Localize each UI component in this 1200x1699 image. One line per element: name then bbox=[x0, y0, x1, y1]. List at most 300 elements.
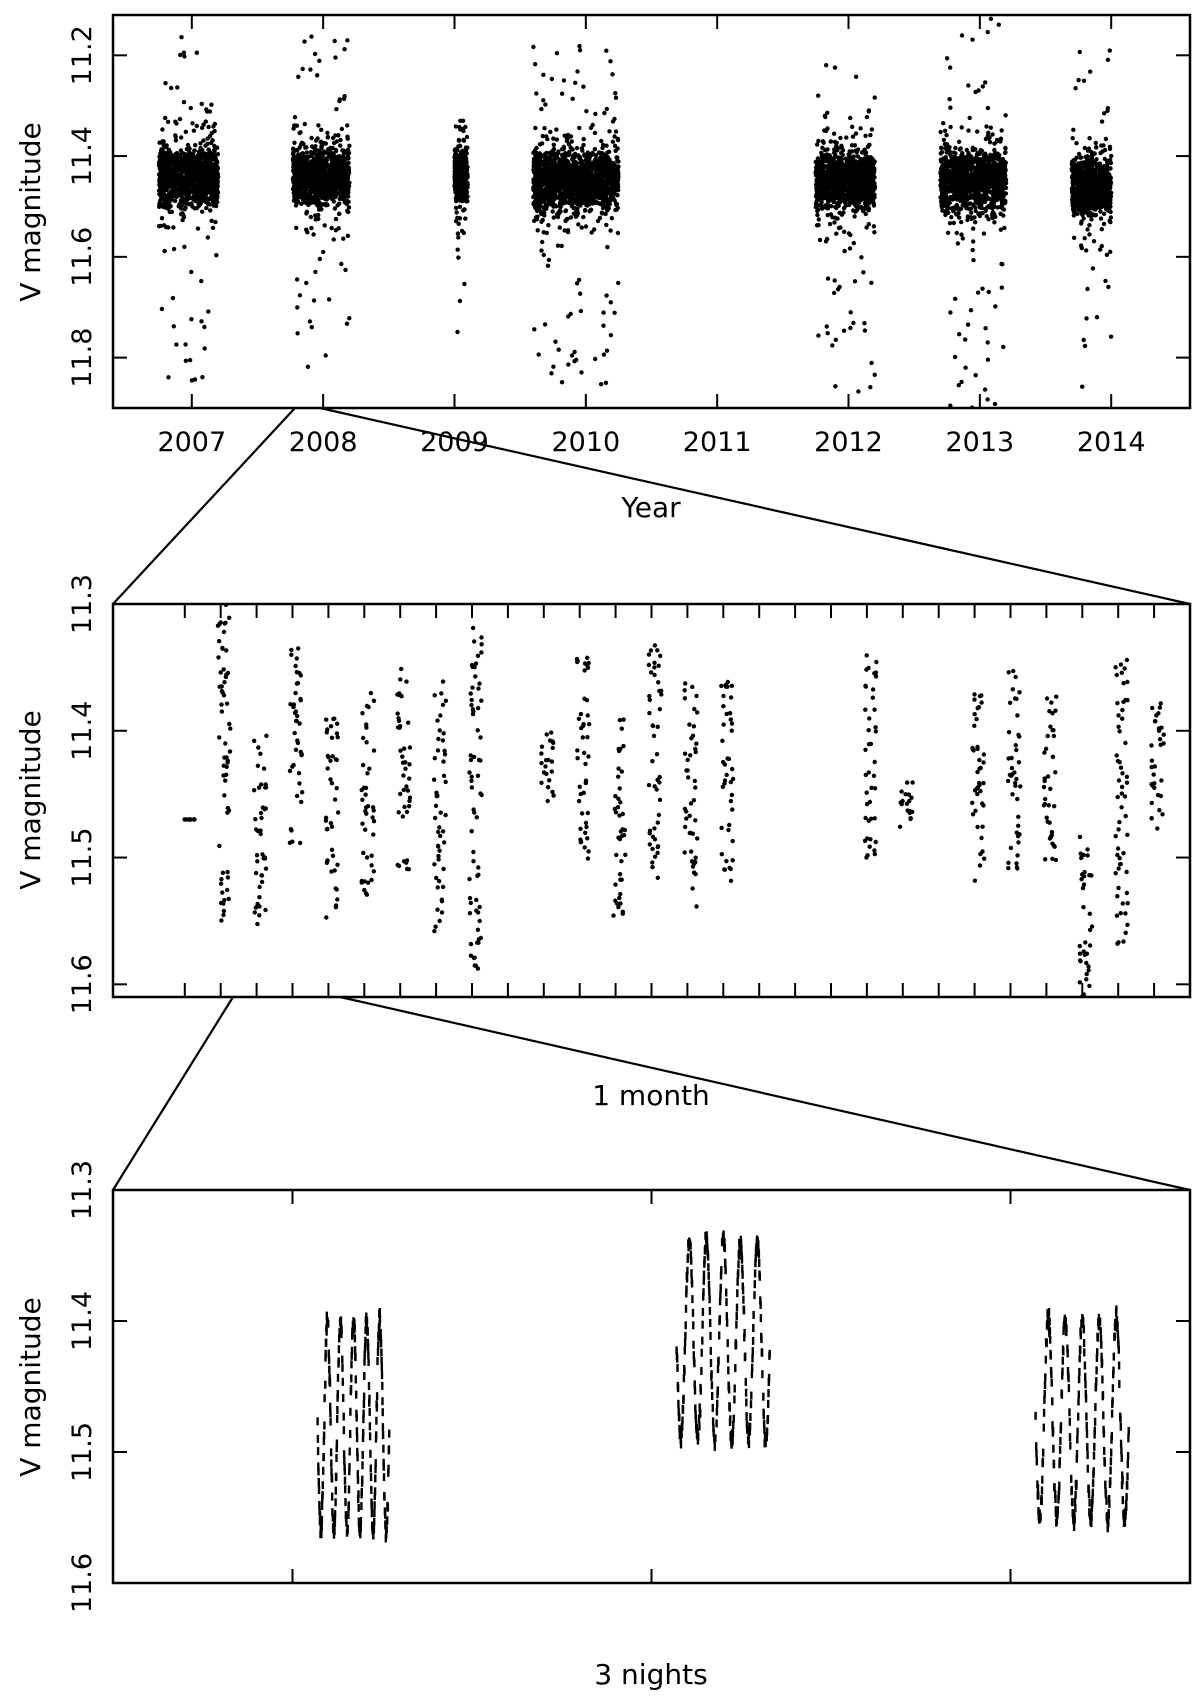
data-point bbox=[460, 149, 464, 153]
data-point bbox=[463, 125, 467, 129]
data-point bbox=[343, 189, 347, 193]
data-point bbox=[214, 253, 218, 257]
data-point bbox=[465, 135, 469, 139]
data-point bbox=[322, 195, 326, 199]
data-point bbox=[317, 207, 321, 211]
data-point bbox=[572, 185, 576, 189]
data-point bbox=[553, 340, 557, 344]
data-point bbox=[329, 151, 333, 155]
data-point bbox=[538, 151, 542, 155]
data-point bbox=[819, 200, 823, 204]
data-point bbox=[322, 160, 326, 164]
data-point bbox=[541, 98, 545, 102]
data-point bbox=[609, 333, 613, 337]
data-point bbox=[594, 165, 598, 169]
data-point bbox=[533, 62, 537, 66]
data-point bbox=[607, 197, 611, 201]
data-point bbox=[830, 343, 834, 347]
data-point bbox=[455, 330, 459, 334]
data-point bbox=[546, 264, 550, 268]
data-point bbox=[611, 175, 615, 179]
data-point bbox=[551, 170, 555, 174]
data-point bbox=[215, 146, 219, 150]
data-point bbox=[347, 144, 351, 148]
data-point bbox=[533, 205, 537, 209]
data-point bbox=[459, 159, 463, 163]
data-point bbox=[168, 189, 172, 193]
data-point bbox=[182, 152, 186, 156]
data-point bbox=[182, 245, 186, 249]
data-point bbox=[313, 213, 317, 217]
data-point bbox=[568, 172, 572, 176]
data-point bbox=[192, 194, 196, 198]
data-point bbox=[174, 342, 178, 346]
data-point bbox=[837, 204, 841, 208]
data-point bbox=[171, 225, 175, 229]
data-point bbox=[463, 178, 467, 182]
data-point bbox=[541, 181, 545, 185]
data-point bbox=[574, 215, 578, 219]
data-point bbox=[316, 155, 320, 159]
data-point bbox=[540, 240, 544, 244]
data-point bbox=[602, 111, 606, 115]
data-point bbox=[292, 141, 296, 145]
data-point bbox=[304, 182, 308, 186]
data-point bbox=[326, 175, 330, 179]
data-point bbox=[823, 148, 827, 152]
data-point bbox=[616, 231, 620, 235]
data-point bbox=[454, 210, 458, 214]
data-point bbox=[825, 324, 829, 328]
data-point bbox=[332, 184, 336, 188]
data-point bbox=[564, 208, 568, 212]
data-point bbox=[209, 165, 213, 169]
data-point bbox=[164, 206, 168, 210]
data-point bbox=[548, 130, 552, 134]
data-point bbox=[324, 202, 328, 206]
data-point bbox=[198, 183, 202, 187]
data-point bbox=[616, 281, 620, 285]
data-point bbox=[545, 137, 549, 141]
data-point bbox=[458, 205, 462, 209]
data-point bbox=[833, 384, 837, 388]
data-point bbox=[313, 270, 317, 274]
data-point bbox=[569, 215, 573, 219]
data-point bbox=[164, 156, 168, 160]
data-point bbox=[299, 152, 303, 156]
data-point bbox=[197, 150, 201, 154]
data-point bbox=[319, 128, 323, 132]
data-point bbox=[206, 235, 210, 239]
data-point bbox=[833, 216, 837, 220]
data-point bbox=[174, 135, 178, 139]
data-point bbox=[589, 174, 593, 178]
data-point bbox=[532, 159, 536, 163]
data-point bbox=[548, 202, 552, 206]
data-point bbox=[166, 120, 170, 124]
data-point bbox=[342, 47, 346, 51]
data-point bbox=[816, 94, 820, 98]
data-point bbox=[335, 203, 339, 207]
data-point bbox=[179, 135, 183, 139]
data-point bbox=[295, 185, 299, 189]
data-point bbox=[549, 191, 553, 195]
data-point bbox=[294, 226, 298, 230]
data-point bbox=[325, 156, 329, 160]
data-point bbox=[319, 144, 323, 148]
data-point bbox=[862, 149, 866, 153]
data-point bbox=[614, 129, 618, 133]
data-point bbox=[818, 238, 822, 242]
data-point bbox=[200, 126, 204, 130]
data-point bbox=[199, 200, 203, 204]
data-point bbox=[209, 103, 213, 107]
data-point bbox=[326, 135, 330, 139]
panel-full-light-curve bbox=[14, 15, 1190, 524]
data-point bbox=[196, 226, 200, 230]
data-point bbox=[581, 85, 585, 89]
data-point bbox=[319, 165, 323, 169]
data-point bbox=[309, 181, 313, 185]
data-point bbox=[182, 100, 186, 104]
data-point bbox=[457, 144, 461, 148]
data-point bbox=[588, 185, 592, 189]
data-point bbox=[614, 203, 618, 207]
data-point bbox=[211, 124, 215, 128]
data-point bbox=[193, 199, 197, 203]
data-point bbox=[303, 122, 307, 126]
data-point bbox=[193, 148, 197, 152]
data-point bbox=[304, 281, 308, 285]
data-point bbox=[296, 170, 300, 174]
data-point bbox=[849, 310, 853, 314]
data-point bbox=[616, 177, 620, 181]
data-point bbox=[308, 67, 312, 71]
data-point bbox=[556, 176, 560, 180]
data-point bbox=[615, 159, 619, 163]
data-point bbox=[555, 51, 559, 55]
data-point bbox=[310, 144, 314, 148]
data-point bbox=[160, 191, 164, 195]
data-point bbox=[465, 146, 469, 150]
data-point bbox=[203, 196, 207, 200]
data-point bbox=[458, 119, 462, 123]
data-point bbox=[612, 311, 616, 315]
data-point bbox=[544, 151, 548, 155]
data-point bbox=[540, 141, 544, 145]
data-point bbox=[576, 167, 580, 171]
p1-data-points bbox=[157, 17, 1114, 410]
data-point bbox=[187, 174, 191, 178]
data-point bbox=[208, 208, 212, 212]
data-point bbox=[551, 148, 555, 152]
data-point bbox=[841, 148, 845, 152]
data-point bbox=[201, 172, 205, 176]
data-point bbox=[323, 223, 327, 227]
data-point bbox=[593, 131, 597, 135]
data-point bbox=[332, 172, 336, 176]
data-point bbox=[868, 385, 872, 389]
data-point bbox=[605, 107, 609, 111]
data-point bbox=[533, 189, 537, 193]
data-point bbox=[292, 162, 296, 166]
data-point bbox=[593, 187, 597, 191]
data-point bbox=[462, 198, 466, 202]
data-point bbox=[315, 186, 319, 190]
data-point bbox=[205, 142, 209, 146]
data-point bbox=[165, 179, 169, 183]
data-point bbox=[556, 215, 560, 219]
data-point bbox=[157, 224, 161, 228]
data-point bbox=[852, 214, 856, 218]
data-point bbox=[590, 165, 594, 169]
data-point bbox=[604, 293, 608, 297]
data-point bbox=[542, 230, 546, 234]
data-point bbox=[554, 127, 558, 131]
data-point bbox=[200, 210, 204, 214]
data-point bbox=[537, 163, 541, 167]
data-point bbox=[455, 160, 459, 164]
data-point bbox=[206, 125, 210, 129]
data-point bbox=[298, 130, 302, 134]
data-point bbox=[593, 158, 597, 162]
data-point bbox=[560, 92, 564, 96]
data-point bbox=[184, 130, 188, 134]
data-point bbox=[189, 317, 193, 321]
data-point bbox=[458, 216, 462, 220]
data-point bbox=[541, 73, 545, 77]
data-point bbox=[829, 139, 833, 143]
data-point bbox=[345, 123, 349, 127]
data-point bbox=[839, 144, 843, 148]
data-point bbox=[604, 381, 608, 385]
data-point bbox=[203, 346, 207, 350]
data-point bbox=[325, 131, 329, 135]
data-point bbox=[454, 199, 458, 203]
data-point bbox=[616, 137, 620, 141]
data-point bbox=[337, 212, 341, 216]
data-point bbox=[461, 208, 465, 212]
data-point bbox=[338, 168, 342, 172]
data-point bbox=[613, 91, 617, 95]
data-point bbox=[552, 215, 556, 219]
data-point bbox=[604, 157, 608, 161]
data-point bbox=[816, 333, 820, 337]
data-point bbox=[212, 129, 216, 133]
data-point bbox=[210, 138, 214, 142]
data-point bbox=[594, 169, 598, 173]
data-point bbox=[850, 125, 854, 129]
data-point bbox=[171, 296, 175, 300]
data-point bbox=[182, 179, 186, 183]
data-point bbox=[343, 157, 347, 161]
data-point bbox=[291, 126, 295, 130]
data-point bbox=[178, 117, 182, 121]
data-point bbox=[569, 181, 573, 185]
data-point bbox=[539, 248, 543, 252]
data-point bbox=[342, 173, 346, 177]
data-point bbox=[575, 146, 579, 150]
data-point bbox=[542, 253, 546, 257]
data-point bbox=[603, 153, 607, 157]
data-point bbox=[593, 112, 597, 116]
data-point bbox=[837, 285, 841, 289]
data-point bbox=[587, 152, 591, 156]
data-point bbox=[609, 182, 613, 186]
data-point bbox=[338, 143, 342, 147]
data-point bbox=[579, 309, 583, 313]
data-point bbox=[334, 217, 338, 221]
data-point bbox=[206, 184, 210, 188]
data-point bbox=[204, 206, 208, 210]
data-point bbox=[570, 157, 574, 161]
data-point bbox=[327, 297, 331, 301]
data-point bbox=[599, 382, 603, 386]
data-point bbox=[334, 107, 338, 111]
data-point bbox=[569, 134, 573, 138]
data-point bbox=[309, 188, 313, 192]
data-point bbox=[579, 370, 583, 374]
data-point bbox=[872, 230, 876, 234]
data-point bbox=[458, 175, 462, 179]
data-point bbox=[574, 192, 578, 196]
data-point bbox=[608, 59, 612, 63]
data-point bbox=[867, 206, 871, 210]
season-cluster bbox=[814, 63, 878, 394]
data-point bbox=[615, 193, 619, 197]
data-point bbox=[532, 327, 536, 331]
data-point bbox=[610, 168, 614, 172]
data-point bbox=[847, 231, 851, 235]
data-point bbox=[314, 193, 318, 197]
data-point bbox=[537, 352, 541, 356]
data-point bbox=[174, 167, 178, 171]
data-point bbox=[560, 147, 564, 151]
data-point bbox=[335, 139, 339, 143]
data-point bbox=[842, 329, 846, 333]
data-point bbox=[339, 262, 343, 266]
data-point bbox=[531, 180, 535, 184]
data-point bbox=[316, 197, 320, 201]
data-point bbox=[541, 134, 545, 138]
data-point bbox=[310, 325, 314, 329]
data-point bbox=[820, 206, 824, 210]
data-point bbox=[598, 156, 602, 160]
data-point bbox=[453, 179, 457, 183]
data-point bbox=[544, 173, 548, 177]
data-point bbox=[193, 143, 197, 147]
data-point bbox=[582, 154, 586, 158]
data-point bbox=[558, 201, 562, 205]
data-point bbox=[319, 191, 323, 195]
data-point bbox=[311, 232, 315, 236]
data-point bbox=[551, 209, 555, 213]
data-point bbox=[188, 162, 192, 166]
data-point bbox=[180, 170, 184, 174]
data-point bbox=[316, 123, 320, 127]
data-point bbox=[344, 162, 348, 166]
data-point bbox=[578, 292, 582, 296]
data-point bbox=[201, 153, 205, 157]
data-point bbox=[828, 222, 832, 226]
data-point bbox=[817, 217, 821, 221]
data-point bbox=[209, 219, 213, 223]
data-point bbox=[573, 163, 577, 167]
data-point bbox=[586, 180, 590, 184]
data-point bbox=[215, 159, 219, 163]
data-point bbox=[316, 217, 320, 221]
data-point bbox=[579, 175, 583, 179]
data-point bbox=[213, 220, 217, 224]
data-point bbox=[305, 150, 309, 154]
data-point bbox=[293, 115, 297, 119]
data-point bbox=[454, 206, 458, 210]
data-point bbox=[200, 102, 204, 106]
data-point bbox=[610, 72, 614, 76]
data-point bbox=[815, 213, 819, 217]
data-point bbox=[162, 150, 166, 154]
data-point bbox=[193, 189, 197, 193]
data-point bbox=[591, 123, 595, 127]
data-point bbox=[557, 348, 561, 352]
data-point bbox=[336, 161, 340, 165]
data-point bbox=[844, 135, 848, 139]
data-point bbox=[333, 55, 337, 59]
data-point bbox=[161, 168, 165, 172]
data-point bbox=[563, 170, 567, 174]
data-point bbox=[550, 77, 554, 81]
data-point bbox=[578, 200, 582, 204]
data-point bbox=[182, 54, 186, 58]
data-point bbox=[858, 126, 862, 130]
data-point bbox=[184, 201, 188, 205]
data-point bbox=[539, 107, 543, 111]
data-point bbox=[552, 179, 556, 183]
data-point bbox=[543, 102, 547, 106]
data-point bbox=[345, 202, 349, 206]
data-point bbox=[556, 151, 560, 155]
data-point bbox=[571, 97, 575, 101]
season-cluster bbox=[157, 35, 220, 383]
data-point bbox=[463, 182, 467, 186]
data-point bbox=[461, 138, 465, 142]
data-point bbox=[838, 136, 842, 140]
data-point bbox=[318, 257, 322, 261]
data-point bbox=[166, 225, 170, 229]
data-point bbox=[457, 125, 461, 129]
data-point bbox=[215, 170, 219, 174]
data-point bbox=[304, 211, 308, 215]
data-point bbox=[296, 75, 300, 79]
data-point bbox=[539, 212, 543, 216]
data-point bbox=[599, 166, 603, 170]
data-point bbox=[873, 373, 877, 377]
data-point bbox=[456, 231, 460, 235]
data-point bbox=[604, 174, 608, 178]
data-point bbox=[608, 228, 612, 232]
data-point bbox=[192, 129, 196, 133]
data-point bbox=[306, 365, 310, 369]
data-point bbox=[334, 149, 338, 153]
data-point bbox=[602, 352, 606, 356]
data-point bbox=[182, 51, 186, 55]
data-point bbox=[842, 249, 846, 253]
data-point bbox=[322, 186, 326, 190]
data-point bbox=[593, 357, 597, 361]
data-point bbox=[200, 375, 204, 379]
data-point bbox=[303, 190, 307, 194]
data-point bbox=[531, 151, 535, 155]
